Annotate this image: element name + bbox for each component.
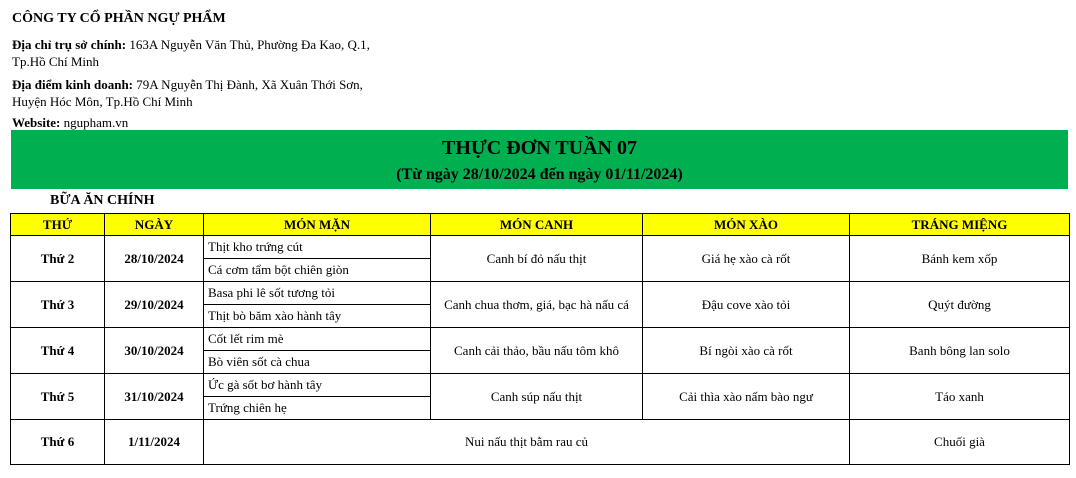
soup-cell: Canh súp nấu thịt [431,374,643,420]
header-day: THỨ [11,214,105,236]
head-office-line2: Tp.Hồ Chí Minh [12,54,100,69]
stir-fry-cell: Đậu cove xào tỏi [643,282,850,328]
main-dish-cell: Thịt bò băm xào hành tây [204,305,431,328]
stir-fry-cell: Bí ngòi xào cà rốt [643,328,850,374]
date-cell: 31/10/2024 [105,374,204,420]
day-cell: Thứ 6 [11,420,105,465]
menu-banner [11,130,1068,189]
head-office-address [12,36,370,70]
table-header-row [11,214,1070,236]
main-dish-cell: Ức gà sốt bơ hành tây [204,374,431,397]
stir-fry-cell: Cải thìa xào nấm bào ngư [643,374,850,420]
business-location-line2: Huyện Hóc Môn, Tp.Hồ Chí Minh [12,94,193,109]
banner-subtitle: (Từ ngày 28/10/2024 đến ngày 01/11/2024) [396,166,683,183]
head-office-line1: 163A Nguyễn Văn Thủ, Phường Đa Kao, Q.1, [126,37,370,52]
table-row [11,374,1070,397]
menu-table [10,213,1070,465]
date-cell: 29/10/2024 [105,282,204,328]
head-office-label: Địa chỉ trụ sở chính: [12,37,127,52]
table-row [11,328,1070,351]
main-dish-cell: Thịt kho trứng cút [204,236,431,259]
website-value: ngupham.vn [60,115,129,130]
dessert-cell: Quýt đường [850,282,1070,328]
website-line [12,114,128,131]
table-row [11,420,1070,465]
header-date: NGÀY [105,214,204,236]
date-cell: 1/11/2024 [105,420,204,465]
header-dessert: TRÁNG MIỆNG [850,214,1070,236]
soup-cell: Canh cải thảo, bầu nấu tôm khô [431,328,643,374]
business-location-address [12,76,363,110]
combined-dish-cell: Nui nấu thịt bằm rau củ [204,420,850,465]
business-location-line1: 79A Nguyễn Thị Đành, Xã Xuân Thới Sơn, [133,77,363,92]
day-cell: Thứ 3 [11,282,105,328]
day-cell: Thứ 2 [11,236,105,282]
main-dish-cell: Basa phi lê sốt tương tỏi [204,282,431,305]
date-cell: 30/10/2024 [105,328,204,374]
business-location-label: Địa điểm kinh doanh: [12,77,134,92]
banner-title: THỰC ĐƠN TUẦN 07 [441,137,637,159]
day-cell: Thứ 4 [11,328,105,374]
day-cell: Thứ 5 [11,374,105,420]
soup-cell: Canh bí đỏ nấu thịt [431,236,643,282]
table-row [11,236,1070,259]
dessert-cell: Banh bông lan solo [850,328,1070,374]
main-dish-cell: Trứng chiên hẹ [204,397,431,420]
website-label: Website: [12,115,61,130]
table-row [11,282,1070,305]
header-main-dish: MÓN MẶN [204,214,431,236]
dessert-cell: Bánh kem xốp [850,236,1070,282]
main-dish-cell: Bò viên sốt cà chua [204,351,431,374]
main-dish-cell: Cốt lết rim mè [204,328,431,351]
stir-fry-cell: Giá hẹ xào cà rốt [643,236,850,282]
company-name: CÔNG TY CỔ PHẦN NGỰ PHẨM [12,11,226,26]
header-stir-fry: MÓN XÀO [643,214,850,236]
section-title: BỮA ĂN CHÍNH [50,193,155,208]
header-soup: MÓN CANH [431,214,643,236]
main-dish-cell: Cá cơm tẩm bột chiên giòn [204,259,431,282]
dessert-cell: Chuối già [850,420,1070,465]
dessert-cell: Táo xanh [850,374,1070,420]
soup-cell: Canh chua thơm, giá, bạc hà nấu cá [431,282,643,328]
date-cell: 28/10/2024 [105,236,204,282]
